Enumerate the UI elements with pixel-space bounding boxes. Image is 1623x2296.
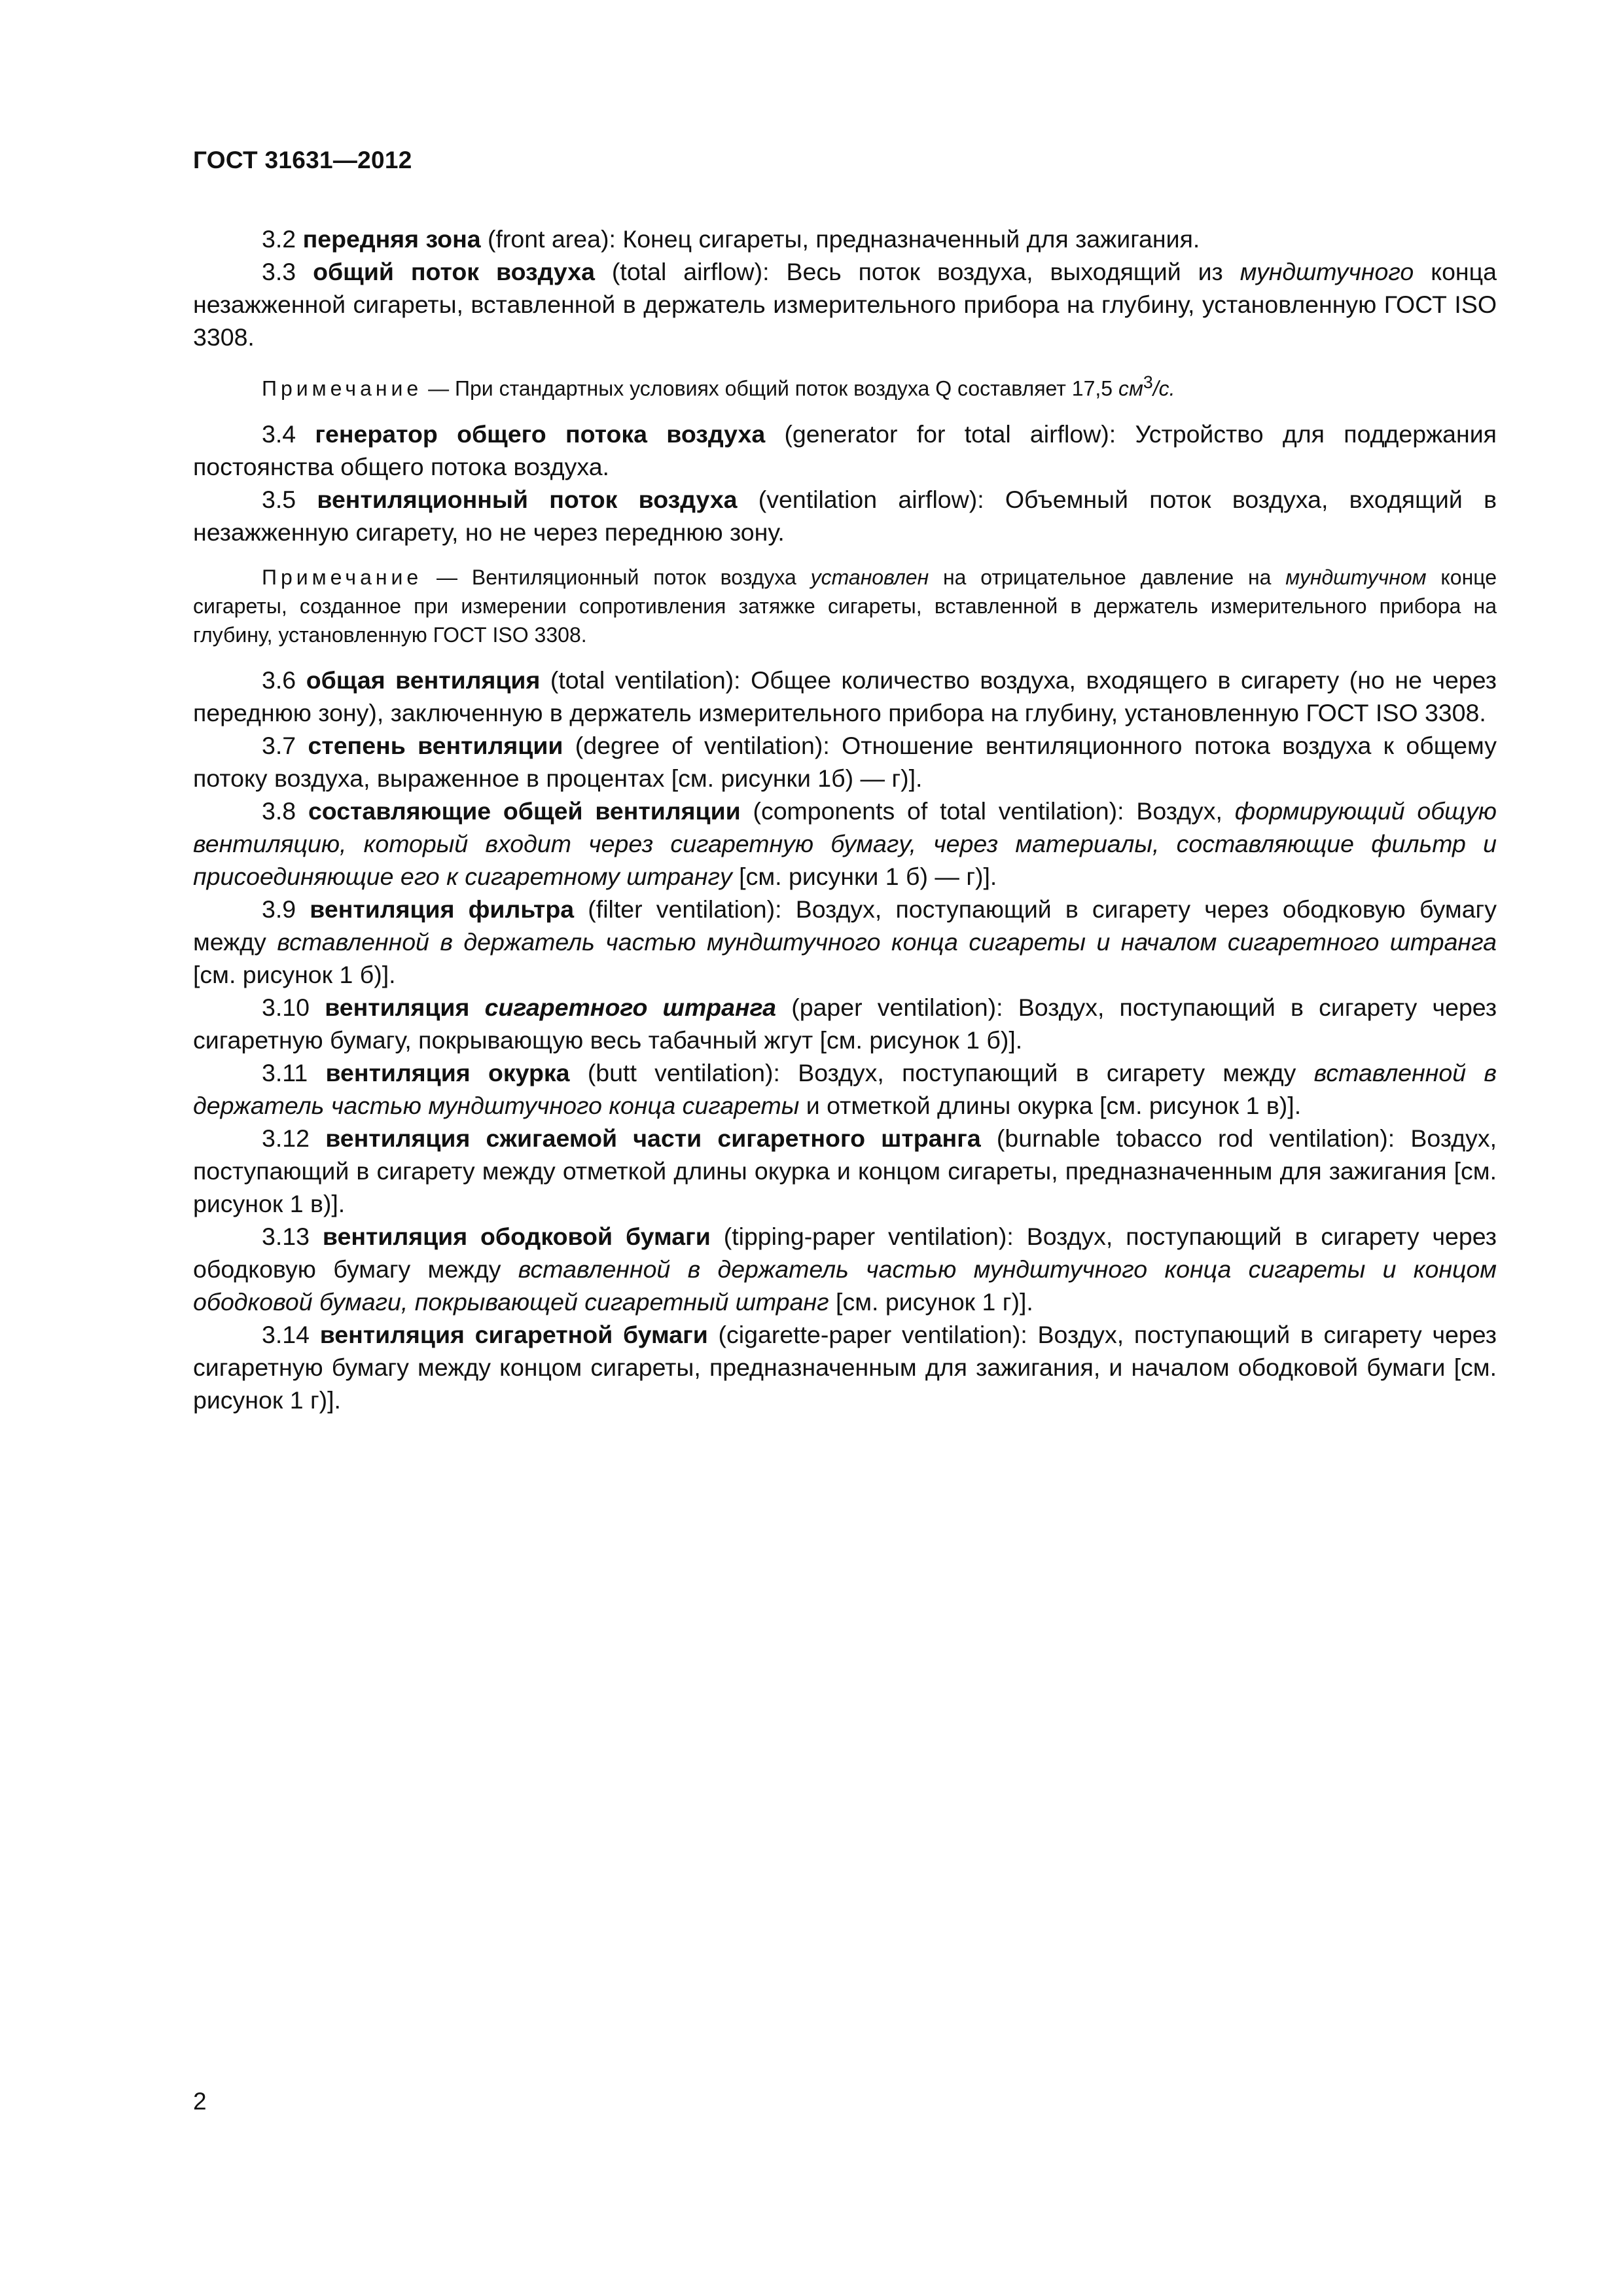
- clause-number: 3.14: [262, 1320, 320, 1348]
- clause-text: Отношение вентиляционного потока воздуха к общему потоку воздуха, выраженное в процентах [см. рисунки 1б) — г)].: [193, 731, 1497, 792]
- clause-term-italic: сигаретного штранга: [484, 993, 777, 1021]
- clause-term-en: (ventilation airflow):: [737, 485, 1005, 513]
- document-header: ГОСТ 31631—2012: [193, 147, 412, 173]
- clause-text-italic: вставленной в держатель частью мундштучного конца сигареты: [193, 1058, 1497, 1119]
- clause-term: вентиляция фильтра: [310, 895, 575, 923]
- clause-term: вентиляция: [325, 993, 485, 1021]
- clause-number: 3.4: [262, 420, 315, 448]
- clause-3-13: [193, 1220, 1497, 1318]
- clause-term: передняя зона: [302, 225, 481, 253]
- clause-term: общий поток воздуха: [313, 258, 595, 285]
- clause-text-italic: мундштучного: [1240, 258, 1414, 285]
- clause-number: 3.13: [262, 1222, 323, 1250]
- clause-term: вентиляция ободковой бумаги: [322, 1222, 711, 1250]
- note-ventilation-airflow: [193, 563, 1497, 649]
- clause-term: составляющие общей вентиляции: [308, 797, 741, 825]
- page-number: 2: [193, 2088, 207, 2115]
- clause-number: 3.5: [262, 485, 317, 513]
- clause-text: Весь поток воздуха, выходящий из: [786, 258, 1240, 285]
- note-text: — При стандартных условиях общий поток воздуха Q составляет 17,5: [422, 376, 1118, 401]
- clause-text: Воздух, поступающий в сигарету между отметкой длины окурка и концом сигареты, предназначенным для зажигания [см. рисунок 1 в)].: [193, 1124, 1497, 1217]
- note-total-airflow: [193, 368, 1497, 403]
- clause-3-2: [193, 223, 1497, 255]
- clause-number: 3.7: [262, 731, 308, 759]
- clause-3-5: [193, 483, 1497, 548]
- clause-term: вентиляция окурка: [325, 1058, 570, 1086]
- clause-number: 3.9: [262, 895, 310, 923]
- clause-text: и отметкой длины окурка [см. рисунок 1 в)].: [799, 1091, 1302, 1119]
- note-label: Примечание: [262, 376, 423, 401]
- clause-3-12: [193, 1122, 1497, 1220]
- note-unit-suffix: /с.: [1152, 376, 1175, 401]
- clause-3-6: [193, 664, 1497, 729]
- clause-number: 3.12: [262, 1124, 326, 1152]
- clause-number: 3.3: [262, 258, 313, 285]
- clause-term: вентиляционный поток воздуха: [317, 485, 738, 513]
- clause-term-en: (burnable tobacco rod ventilation):: [980, 1124, 1411, 1152]
- note-text-italic: установлен: [810, 565, 929, 589]
- clause-text: Воздух, поступающий в сигарету между: [798, 1058, 1314, 1086]
- note-unit-superscript: 3: [1143, 372, 1153, 392]
- clause-3-10: [193, 991, 1497, 1056]
- clause-term-en: (tipping-paper ventilation):: [710, 1222, 1027, 1250]
- clause-number: 3.8: [262, 797, 308, 825]
- clause-text: Конец сигареты, предназначенный для зажигания.: [622, 225, 1200, 253]
- clause-text: Устройство для поддержания постоянства общего потока воздуха.: [193, 420, 1497, 480]
- clause-text: Воздух, поступающий в сигарету через сигаретную бумагу, покрывающую весь табачный жгут [см. рисунок 1 б)].: [193, 993, 1497, 1054]
- clause-term: генератор общего потока воздуха: [315, 420, 766, 448]
- document-body: [193, 223, 1497, 1416]
- clause-term-en: (cigarette-paper ventilation):: [707, 1320, 1038, 1348]
- clause-text: [см. рисунки 1 б) — г)].: [732, 862, 997, 890]
- clause-term-en: (paper ventilation):: [776, 993, 1018, 1021]
- clause-text-italic: вставленной в держатель частью мундштучного конца сигареты и концом ободковой бумаги, покрывающей сигаретный штранг: [193, 1255, 1497, 1316]
- clause-number: 3.6: [262, 666, 306, 694]
- clause-term-en: (generator for total airflow):: [765, 420, 1135, 448]
- clause-text: Воздух, поступающий в сигарету через ободковую бумагу между: [193, 895, 1497, 956]
- note-unit: см: [1118, 376, 1143, 401]
- note-text: на отрицательное давление на: [929, 565, 1286, 589]
- clause-text: Объемный поток воздуха, входящий в незажженную сигарету, но не через переднюю зону.: [193, 485, 1497, 546]
- clause-3-14: [193, 1318, 1497, 1416]
- clause-term: общая вентиляция: [306, 666, 541, 694]
- clause-term-en: (total airflow):: [594, 258, 787, 285]
- clause-number: 3.11: [262, 1058, 326, 1086]
- clause-text-italic: вставленной в держатель частью мундштучного конца сигареты и началом сигаретного штранга: [277, 927, 1497, 956]
- note-text-italic: мундштучном: [1285, 565, 1427, 589]
- clause-term: вентиляция сигаретной бумаги: [319, 1320, 708, 1348]
- clause-text: Воздух, поступающий в сигарету через сигаретную бумагу между концом сигареты, предназначенным для зажигания, и началом ободковой бумаги [см. рисунок 1 г)].: [193, 1320, 1497, 1414]
- note-text: конце сигареты, созданное при измерении сопротивления затяжке сигареты, вставленной в держатель измерительного прибора на глубину, установленную ГОСТ ISO 3308.: [193, 565, 1497, 647]
- clause-number: 3.2: [262, 225, 303, 253]
- clause-term-en: (components of total ventilation):: [740, 797, 1137, 825]
- clause-term-en: (butt ventilation):: [569, 1058, 798, 1086]
- clause-3-3: [193, 255, 1497, 353]
- clause-3-8: [193, 795, 1497, 893]
- clause-text: Воздух, поступающий в сигарету через ободковую бумагу между: [193, 1222, 1497, 1283]
- clause-term-en: (total ventilation):: [540, 666, 751, 694]
- clause-text: Общее количество воздуха, входящего в сигарету (но не через переднюю зону), заключенную в держатель измерительного прибора на глубину, установленную ГОСТ ISO 3308.: [193, 666, 1497, 726]
- clause-3-7: [193, 729, 1497, 795]
- clause-text: [см. рисунок 1 г)].: [829, 1287, 1033, 1316]
- note-label: Примечание: [262, 565, 423, 589]
- clause-term-en: (front area):: [480, 225, 623, 253]
- clause-text: [см. рисунок 1 б)].: [193, 960, 396, 988]
- clause-3-11: [193, 1056, 1497, 1122]
- clause-number: 3.10: [262, 993, 325, 1021]
- note-text: — Вентиляционный поток воздуха: [422, 565, 811, 589]
- clause-term: вентиляция сжигаемой части сигаретного штранга: [325, 1124, 981, 1152]
- clause-term-en: (filter ventilation):: [574, 895, 796, 923]
- clause-3-4: [193, 418, 1497, 483]
- clause-term-en: (degree of ventilation):: [563, 731, 842, 759]
- clause-text: Воздух,: [1136, 797, 1235, 825]
- clause-text-italic: формирующий общую вентиляцию, который входит через сигаретную бумагу, через материалы, составляющие фильтр и присоединяющие его к сигаретному штрангу: [193, 797, 1497, 890]
- clause-3-9: [193, 893, 1497, 991]
- clause-term: степень вентиляции: [308, 731, 563, 759]
- clause-text: конца незажженной сигареты, вставленной в держатель измерительного прибора на глубину, установленную ГОСТ ISO 3308.: [193, 258, 1497, 351]
